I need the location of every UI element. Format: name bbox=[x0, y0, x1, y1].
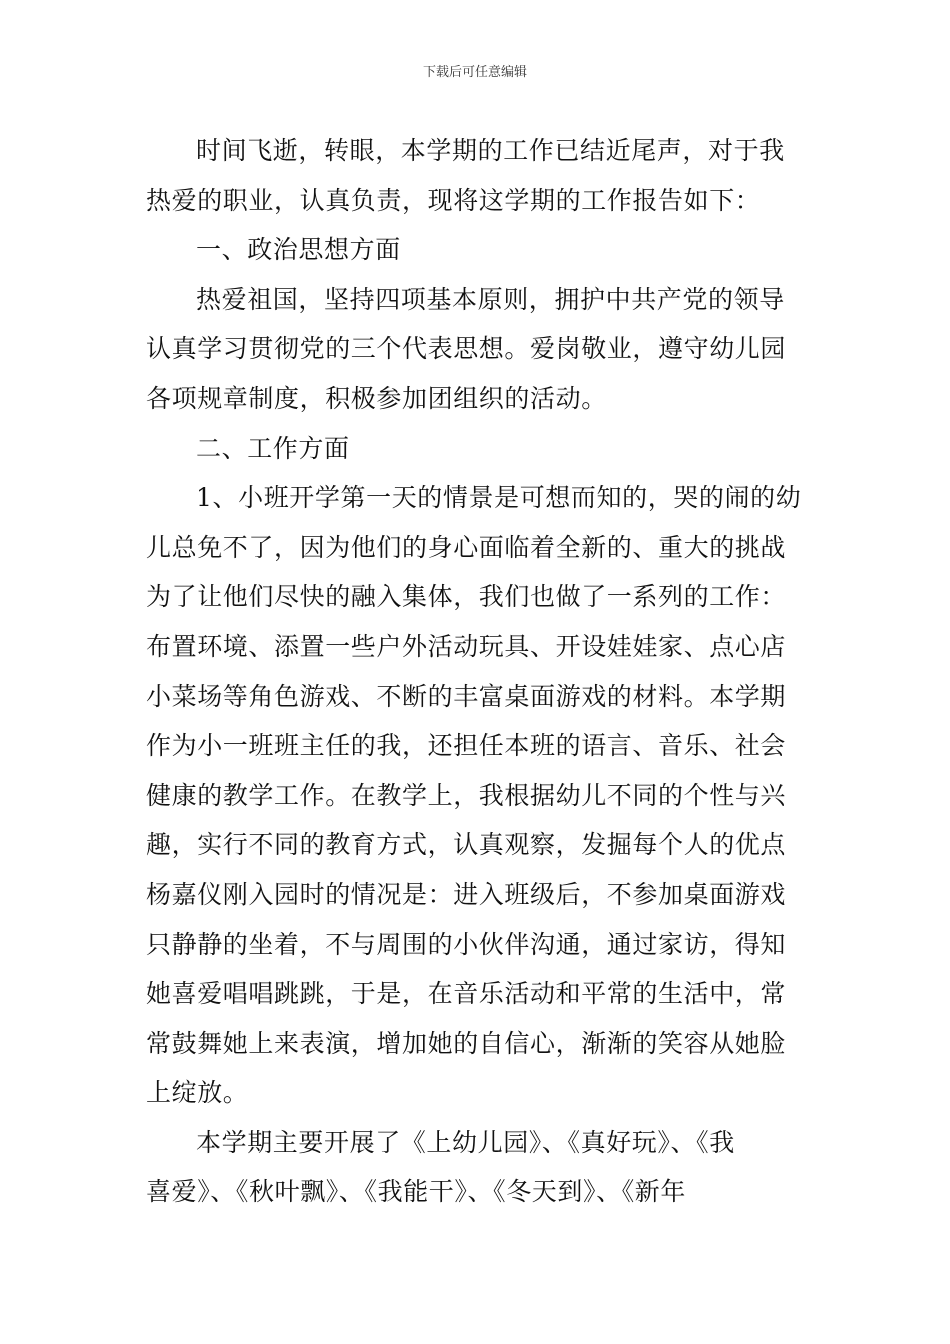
section-heading: 一、政治思想方面 bbox=[196, 235, 401, 265]
text-line: 各项规章制度，积极参加团组织的活动。 bbox=[146, 383, 607, 413]
text-line: 趣，实行不同的教育方式，认真观察，发掘每个人的优点 bbox=[146, 830, 787, 860]
text-line: 时间飞逝，转眼，本学期的工作已结近尾声，对于我 bbox=[196, 136, 785, 165]
text-line: 作为小一班班主任的我，还担任本班的语言、音乐、社会 bbox=[146, 731, 787, 761]
text-line: 喜爱》、《秋叶飘》、《我能干》、《冬天到》、《新年 bbox=[146, 1177, 687, 1207]
text-line: 只静静的坐着，不与周围的小伙伴沟通，通过家访，得知 bbox=[146, 929, 787, 959]
text-line: 小菜场等角色游戏、不断的丰富桌面游戏的材料。本学期 bbox=[146, 681, 787, 711]
text-line: 1、小班开学第一天的情景是可想而知的，哭的闹的幼 bbox=[196, 483, 802, 513]
text-line: 儿总免不了，因为他们的身心面临着全新的、重大的挑战 bbox=[146, 532, 787, 562]
text-line: 布置环境、添置一些户外活动玩具、开设娃娃家、点心店 bbox=[146, 631, 787, 661]
text-line: 常鼓舞她上来表演，增加她的自信心，渐渐的笑容从她脸 bbox=[146, 1028, 787, 1058]
section-heading: 二、工作方面 bbox=[196, 433, 350, 463]
text-line: 上绽放。 bbox=[146, 1078, 249, 1108]
text-line: 本学期主要开展了《上幼儿园》、《真好玩》、《我 bbox=[196, 1127, 735, 1157]
text-line: 热爱祖国，坚持四项基本原则，拥护中共产党的领导 bbox=[196, 284, 785, 314]
text-line: 她喜爱唱唱跳跳，于是，在音乐活动和平常的生活中，常 bbox=[146, 979, 787, 1009]
page-header: 下载后可任意编辑 bbox=[422, 65, 527, 80]
text-line: 热爱的职业，认真负责，现将这学期的工作报告如下： bbox=[146, 185, 761, 215]
text-line: 杨嘉仪刚入园时的情况是：进入班级后，不参加桌面游戏 bbox=[146, 879, 787, 909]
text-line: 健康的教学工作。在教学上，我根据幼儿不同的个性与兴 bbox=[146, 780, 787, 810]
document-body bbox=[146, 126, 806, 1217]
text-line: 认真学习贯彻党的三个代表思想。爱岗敬业，遵守幼儿园 bbox=[146, 334, 787, 364]
text-line: 为了让他们尽快的融入集体，我们也做了一系列的工作： bbox=[146, 582, 787, 612]
